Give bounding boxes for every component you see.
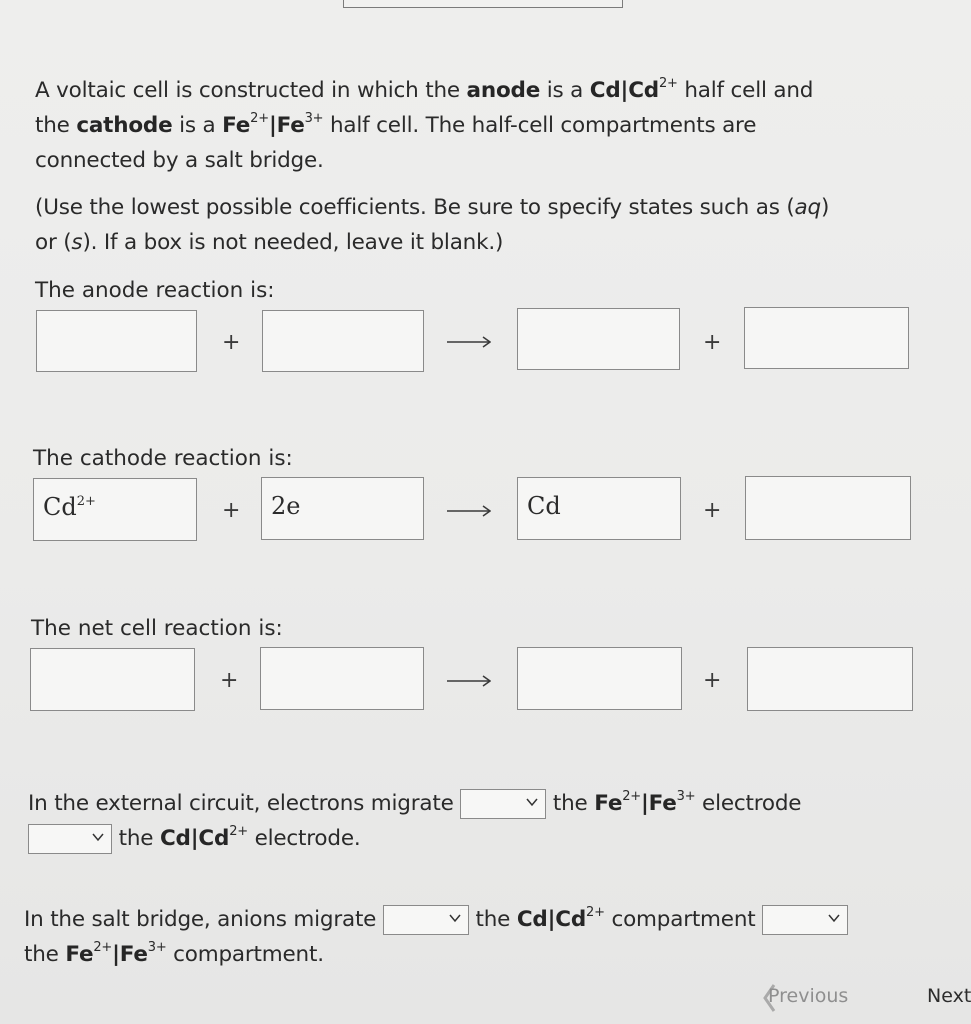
question-instructions: (Use the lowest possible coefficients. Be sure to specify states such as (aq) or (s). If a box is not needed, leave it blank.)	[35, 195, 830, 255]
previous-button[interactable]: Previous	[768, 985, 849, 1007]
net-reaction-label: The net cell reaction is:	[31, 616, 283, 641]
external-circuit-dropdown-1[interactable]	[460, 789, 546, 819]
external-circuit-text: In the external circuit, electrons migrate the $Fe^{2+}|Fe^{3+}$ electrode the $Cd|Cd^{2+}$ electrode.	[28, 786, 958, 856]
reaction-arrow-icon	[447, 675, 491, 687]
net-product-1-input[interactable]	[517, 647, 682, 710]
plus-sign: +	[220, 668, 239, 693]
plus-sign: +	[703, 668, 722, 693]
chevron-down-icon	[91, 830, 105, 844]
next-button[interactable]: Next	[927, 985, 971, 1007]
external-circuit-dropdown-2[interactable]	[28, 824, 112, 854]
salt-bridge-dropdown-1[interactable]	[383, 905, 469, 935]
plus-sign: +	[222, 330, 241, 355]
anode-product-1-input[interactable]	[517, 308, 680, 370]
previous-answer-box	[343, 0, 623, 8]
anode-reactant-2-input[interactable]	[262, 310, 424, 372]
cathode-product-2-input[interactable]	[745, 476, 911, 540]
question-intro: A voltaic cell is constructed in which the anode is a $Cd|Cd^{2+}$ half cell and the cathode is a $Fe^{2+}|Fe^{3+}$ half cell. The half-cell compartments are connected by a salt bridge.	[35, 76, 814, 173]
salt-bridge-dropdown-2[interactable]	[762, 905, 848, 935]
cathode-reactant-2-value: 2e	[271, 492, 301, 520]
cathode-reactant-1-input[interactable]	[33, 478, 197, 541]
cathode-product-1-value: Cd	[527, 492, 561, 520]
net-reactant-1-input[interactable]	[30, 648, 195, 711]
reaction-arrow-icon	[447, 336, 491, 348]
chevron-down-icon	[448, 911, 462, 925]
net-product-2-input[interactable]	[747, 647, 913, 711]
chevron-down-icon	[827, 911, 841, 925]
plus-sign: +	[222, 498, 241, 523]
chevron-down-icon	[525, 795, 539, 809]
cathode-reactant-1-value: $Cd^{2+}$	[43, 493, 96, 521]
anode-product-2-input[interactable]	[744, 307, 909, 369]
anode-reactant-1-input[interactable]	[36, 310, 197, 372]
plus-sign: +	[703, 498, 722, 523]
net-reactant-2-input[interactable]	[260, 647, 424, 710]
reaction-arrow-icon	[447, 505, 491, 517]
anode-reaction-label: The anode reaction is:	[35, 278, 275, 303]
cathode-product-1-input[interactable]	[517, 477, 681, 540]
cathode-reaction-label: The cathode reaction is:	[33, 446, 293, 471]
salt-bridge-text: In the salt bridge, anions migrate the $Cd|Cd^{2+}$ compartment the $Fe^{2+}|Fe^{3+}$ compartment.	[24, 902, 954, 972]
cathode-reactant-2-input[interactable]	[261, 477, 424, 540]
plus-sign: +	[703, 330, 722, 355]
